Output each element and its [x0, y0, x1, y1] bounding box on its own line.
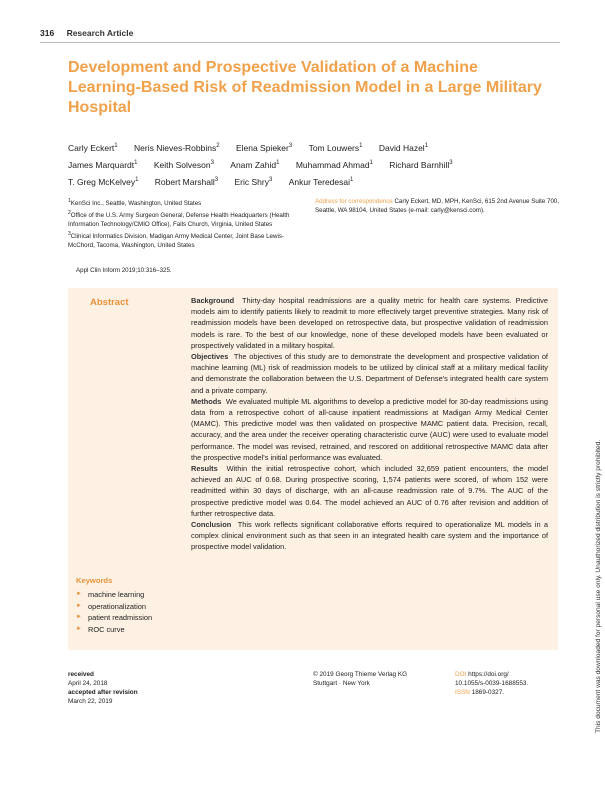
copyright: © 2019 Georg Thieme Verlag KG: [313, 671, 408, 678]
affiliation: $^2$Office of the U.S. Army Surgeon General, Defense Health Headquarters (Health Information Technology/CMIO Office), Falls Church, Virginia, United States: [68, 210, 290, 229]
publisher-info: [313, 670, 407, 688]
affiliation: $^3$Clinical Informatics Division, Madigan Army Medical Center, Joint Base Lewis-McChord, Tacoma, Washington, United States: [68, 231, 284, 250]
author: Elena Spieker$^3$: [235, 142, 293, 153]
author: Carly Eckert$^1$: [68, 142, 118, 153]
correspondence-label: Address for correspondence: [315, 198, 393, 205]
issn-value: 1869-0327.: [471, 689, 505, 696]
citation: Appl Clin Inform 2019;10:316–325.: [76, 267, 172, 274]
abstract-results: Results Within the initial retrospective cohort, which included 32,659 patient encounters, the model achieved an AUC of 0.68. During prospective scoring, 1,574 patients were scored, of whom 152 were readmitted within 30 days of discharge, with an all-cause readmission rate of 9.7%. The AUC of the prospective predictive model was 0.64. The model achieved an AUC of 0.76 after revision and addition of further retrospective data.: [191, 464, 549, 518]
correspondence: [315, 197, 560, 215]
author: Ankur Teredesai$^1$: [288, 176, 354, 187]
keywords-list: [76, 589, 152, 635]
abstract-methods: Methods We evaluated multiple ML algorithms to develop a predictive model for 30-day readmissions using data from a retrospective cohort of all-cause inpatient readmissions at Madigan Army Medical Center (MAMC). This predictive model was then validated on prospective MAMC patient data. Precision, recall, accuracy, and the area under the receiver operating characteristic curve (AUC) were used to evaluate model performance. The model was revised, retrained, and rescored on additional retrospective MAMC data after the prospective model's initial performance was evaluated.: [191, 396, 548, 462]
page-number: 316: [40, 28, 55, 38]
keyword-item: ► ROC curve: [76, 624, 125, 634]
author: Neris Nieves-Robbins$^2$: [134, 142, 220, 153]
header-divider: [40, 42, 560, 43]
side-notice: [595, 200, 605, 740]
section-label: Research Article: [66, 28, 134, 38]
keyword-item: ► operationalization: [76, 601, 146, 611]
arrow-right-icon: ►: [76, 625, 82, 632]
received-date: April 24, 2018: [68, 680, 108, 687]
publisher-location: Stuttgart · New York: [313, 680, 370, 687]
arrow-right-icon: ►: [76, 602, 82, 609]
arrow-right-icon: ►: [76, 614, 82, 620]
abstract-conclusion: Conclusion This work reflects significant collaborative efforts required to operationalize ML models in a complex clinical environment such as that seen in an integrated health care system and the importance of prospective model validation.: [191, 520, 548, 552]
accepted-date: March 22, 2019: [68, 698, 113, 705]
side-notice-text: This document was downloaded for personal use only. Unauthorized distribution is strictly prohibited.: [595, 439, 602, 733]
abstract-heading: Abstract: [90, 297, 129, 308]
accepted-label: accepted after revision: [68, 689, 138, 696]
abstract-background: Background Thirty-day hospital readmissions are a quality metric for health care systems. Predictive models aim to identify patients likely to readmit to more effectively target preventive strategies. Many risk of readmission models have been developed on retrospective data, but prospective validation of readmission models is rare. To the best of our knowledge, none of these developed models have been evaluated or prospectively validated in a military hospital.: [191, 296, 548, 350]
doi-link[interactable]: https://doi.org/: [468, 671, 509, 678]
author: Keith Solveson$^3$: [153, 159, 214, 170]
article-dates: [68, 670, 138, 706]
keyword-item: ► patient readmission: [76, 613, 153, 622]
correspondence-text: Carly Eckert, MD, MPH, KenSci, 615 2nd Avenue Suite 700, Seattle, WA 98104, United States (e-mail: carly@kensci.com).: [315, 198, 560, 214]
doi-info: [455, 670, 528, 697]
issn-label: ISSN: [455, 689, 470, 696]
author: Eric Shry$^3$: [234, 176, 273, 187]
author-list: [68, 139, 558, 189]
author: James Marquardt$^1$: [68, 159, 138, 170]
affiliation: $^1$KenSci Inc., Seattle, Washington, United States: [68, 198, 202, 208]
article-title: Development and Prospective Validation of a Machine Learning-Based Risk of Readmission Model in a Large Military Hospital: [68, 59, 542, 116]
arrow-right-icon: ►: [76, 591, 82, 597]
author: Tom Louwers$^1$: [308, 142, 363, 153]
abstract-body: [191, 295, 548, 553]
author: Richard Barnhill$^3$: [389, 159, 453, 170]
author: David Hazel$^1$: [378, 142, 429, 153]
doi-label: DOI: [455, 671, 467, 678]
received-label: received: [68, 671, 94, 678]
running-header: [40, 28, 133, 38]
keyword-item: ► machine learning: [76, 590, 145, 599]
doi-number[interactable]: 10.1055/s-0039-1688553.: [455, 680, 529, 687]
author: Anam Zahid$^1$: [230, 159, 280, 170]
affiliations: [68, 197, 308, 251]
author: Muhammad Ahmad$^1$: [295, 159, 373, 170]
keywords-heading: Keywords: [76, 576, 113, 585]
author: T. Greg McKelvey$^1$: [68, 176, 139, 187]
author: Robert Marshall$^3$: [154, 176, 219, 187]
abstract-objectives: Objectives The objectives of this study are to demonstrate the development and prospective validation of machine learning (ML) risk of readmission models to be utilized by clinical staff at a military medical facility and demonstrate the collaboration between the U.S. Department of Defense's integrated health care system and a private company.: [191, 352, 548, 395]
